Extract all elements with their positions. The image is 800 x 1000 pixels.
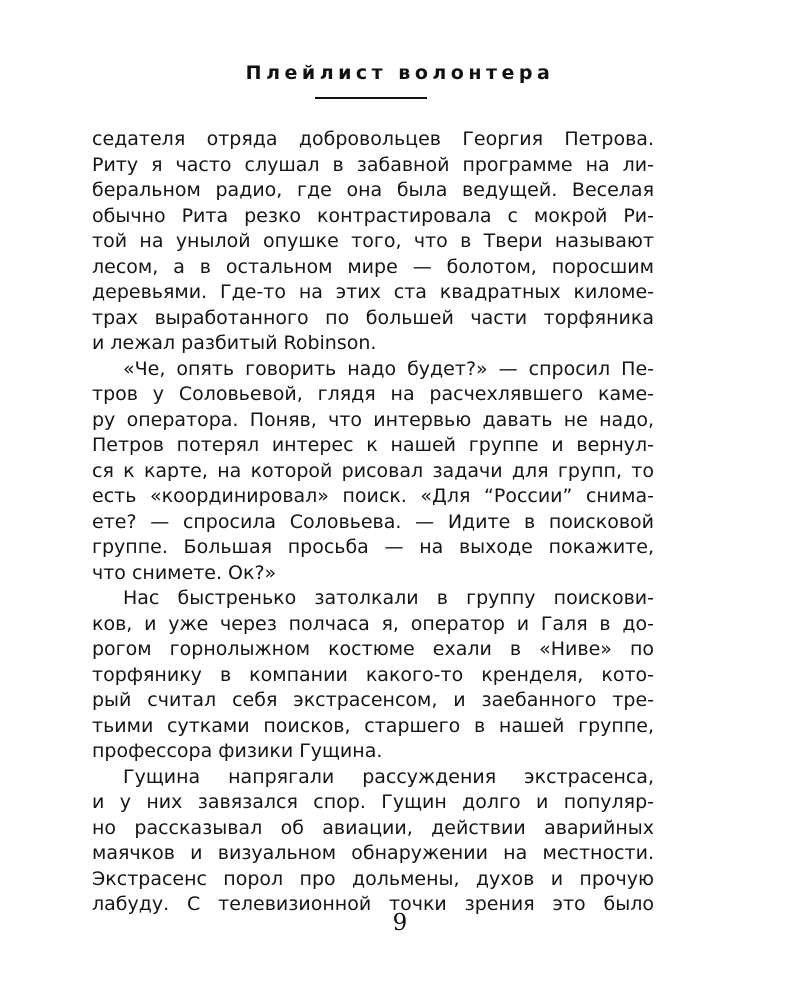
text-line: маячков и визуальном обнаружении на местности.: [92, 842, 654, 864]
page-number: 9: [392, 910, 408, 936]
text-line: «Че, опять говорить надо будет?» — спросил Пе-: [123, 357, 654, 380]
text-line: беральном радио, где она была ведущей. Веселая: [92, 179, 654, 201]
text-line: ете? — спросила Соловьева. — Идите в поисковой: [92, 510, 654, 533]
body-text: [92, 127, 654, 918]
text-line: и у них завязался спор. Гущин долго и популяр-: [92, 791, 654, 813]
text-line: и лежал разбитый Robinson.: [92, 332, 377, 354]
text-line: Риту я часто слушал в забавной программе на ли-: [92, 153, 654, 176]
text-line: тров у Соловьевой, глядя на расчехлявшего каме-: [92, 383, 654, 405]
text-line: ков, и уже через полчаса я, оператор и Галя в до-: [92, 612, 654, 635]
text-line: есть «координировал» поиск. «Для “России” снима-: [92, 485, 654, 507]
text-line: ру оператора. Поняв, что интервью давать не надо,: [92, 408, 654, 431]
text-line: Экстрасенс порол про дольмены, духов и прочую: [92, 867, 654, 890]
text-line: лабуду. С телевизионной точки зрения это было: [92, 893, 654, 915]
text-line: Нас быстренько затолкали в группу поискови-: [123, 587, 654, 609]
running-head-rule: [315, 97, 427, 99]
text-line: профессора физики Гущина.: [92, 740, 383, 762]
text-line: рый считал себя экстрасенсом, и заебанного тре-: [92, 689, 654, 711]
running-head: Плейлист волонтера: [245, 62, 555, 84]
text-line: Гущина напрягали рассуждения экстрасенса,: [123, 765, 654, 788]
text-line: обычно Рита резко контрастировала с мокрой Ри-: [92, 204, 654, 227]
text-line: тьими сутками поисков, старшего в нашей группе,: [92, 714, 654, 737]
text-line: торфянику в компании какого-то кренделя, кото-: [92, 663, 654, 686]
text-line: той на унылой опушке того, что в Твери называют: [92, 230, 654, 252]
text-line: что снимете. Ок?»: [92, 561, 277, 584]
text-line: лесом, а в остальном мире — болотом, поросшим: [92, 255, 654, 278]
text-line: Петров потерял интерес к нашей группе и вернул-: [92, 434, 654, 456]
text-line: трах выработанного по большей части торфяника: [92, 306, 654, 329]
text-line: ся к карте, на которой рисовал задачи для групп, то: [92, 459, 654, 482]
text-line: группе. Большая просьба — на выходе покажите,: [92, 536, 654, 558]
text-line: рогом горнолыжном костюме ехали в «Ниве» по: [92, 638, 654, 660]
text-line: но рассказывал об авиации, действии аварийных: [92, 816, 654, 839]
text-line: седателя отряда добровольцев Георгия Петрова.: [92, 128, 654, 150]
text-line: деревьями. Где-то на этих ста квадратных киломе-: [92, 281, 654, 303]
